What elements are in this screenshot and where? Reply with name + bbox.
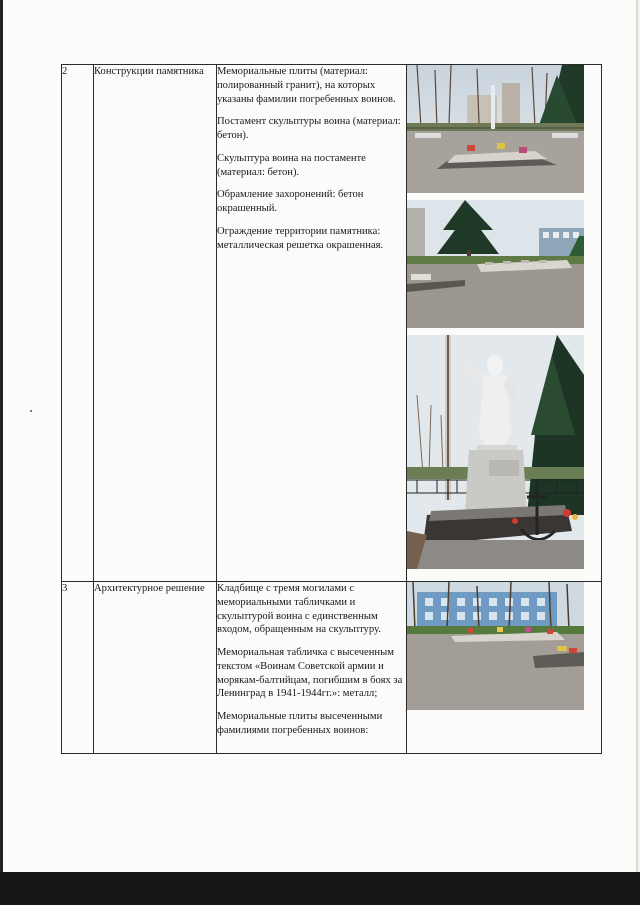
photo-graves-front — [407, 582, 584, 710]
scan-speck — [30, 410, 32, 412]
photo-graves-and-building — [407, 200, 584, 328]
photo-memorial-overview — [407, 65, 584, 193]
scan-bottom-band — [0, 872, 640, 905]
description-item: Кладбище с тремя могилами с мемориальными табличками и скульптурой воина с единственным входом, обращенным на скульптуру. — [217, 583, 381, 636]
row-title: Конструкции памятника — [94, 65, 217, 582]
table-row — [62, 582, 602, 754]
row-title: Архитектурное решение — [94, 582, 217, 754]
table-row — [62, 65, 602, 582]
row-number: 3 — [62, 582, 94, 754]
row-photos — [407, 582, 602, 754]
description-item: Мемориальные плиты высеченными фамилиями погребенных воинов: — [217, 711, 383, 736]
photo-soldier-sculpture — [407, 335, 584, 569]
monument-table — [61, 64, 602, 754]
row-description — [217, 65, 407, 582]
description-item: Постамент скульптуры воина (материал: бетон). — [217, 116, 401, 142]
description-item: Скульптура воина на постаменте (материал: бетон). — [217, 152, 366, 178]
description-item: Мемориальная табличка с высеченным текстом «Воинам Советской армии и морякам-балтийцам, погибшим в боях за Ленинград в 1941-1944гг.»: металл; — [217, 647, 403, 700]
row-description — [217, 582, 407, 754]
row-number: 2 — [62, 65, 94, 582]
description-item: Обрамление захоронений: бетон окрашенный. — [217, 189, 364, 215]
row-photos — [407, 65, 602, 582]
scan-edge — [0, 0, 3, 872]
description-item: Ограждение территории памятника: металлическая решетка окрашенная. — [217, 225, 384, 251]
description-item: Мемориальные плиты (материал: полированный гранит), на которых указаны фамилии погребенных воинов. — [217, 66, 396, 105]
